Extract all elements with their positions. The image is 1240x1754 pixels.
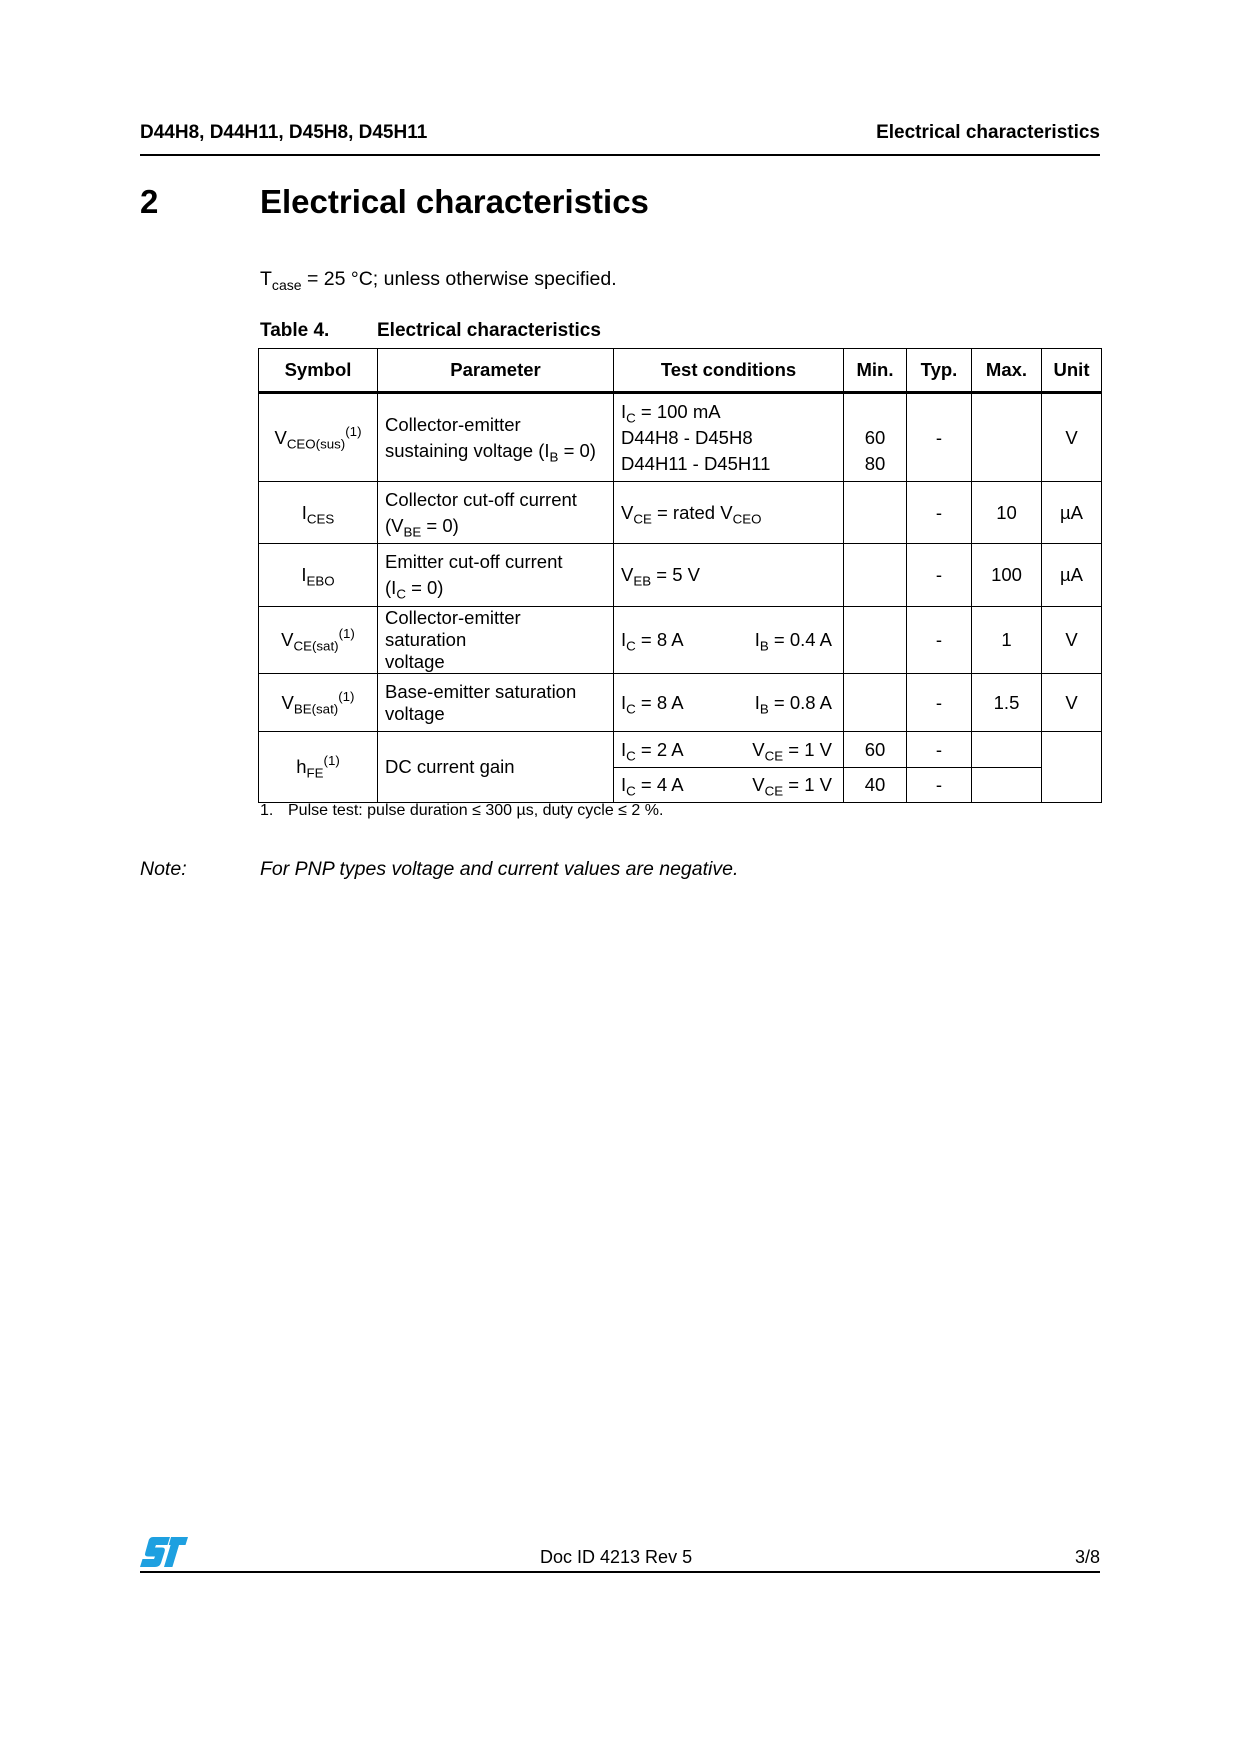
max-cell: 100 bbox=[972, 544, 1042, 607]
test-conditions-cell: $V_{CE}$ = rated $V_{CEO}$ bbox=[614, 482, 844, 544]
note-text: For PNP types voltage and current values are negative. bbox=[260, 858, 739, 880]
col-header-max: Max. bbox=[972, 349, 1042, 393]
typ-cell: - bbox=[907, 732, 972, 768]
typ-cell: - bbox=[907, 544, 972, 607]
typ-cell: - bbox=[907, 607, 972, 674]
min-cell bbox=[844, 674, 907, 732]
max-cell bbox=[972, 393, 1042, 482]
parameter-cell: Emitter cut-off current $(I_C = 0)$ bbox=[378, 544, 614, 607]
test-conditions-cell: $I_C = 4$ A $V_{CE} = 1$ V bbox=[614, 768, 844, 803]
min-cell: 60 80 bbox=[844, 393, 907, 482]
typ-cell: - bbox=[907, 768, 972, 803]
test-conditions-cell: $I_C = 8$ A $I_B = 0.8$ A bbox=[614, 674, 844, 732]
doc-id: Doc ID 4213 Rev 5 bbox=[540, 1547, 693, 1567]
parameter-cell: DC current gain bbox=[378, 732, 614, 803]
test-conditions-cell: $V_{EB} = 5$ V bbox=[614, 544, 844, 607]
unit-cell bbox=[1042, 732, 1102, 803]
col-header-typ: Typ. bbox=[907, 349, 972, 393]
parameter-cell: Base-emitter saturation voltage bbox=[378, 674, 614, 732]
max-cell: 1 bbox=[972, 607, 1042, 674]
test-conditions-cell: $I_C = 8$ A $I_B = 0.4$ A bbox=[614, 607, 844, 674]
min-cell bbox=[844, 544, 907, 607]
max-cell: 1.5 bbox=[972, 674, 1042, 732]
col-header-parameter: Parameter bbox=[378, 349, 614, 393]
symbol-cell: $h_{FE}^{(1)}$ bbox=[259, 732, 378, 803]
max-cell bbox=[972, 768, 1042, 803]
min-cell: 60 bbox=[844, 732, 907, 768]
parameter-cell: Collector cut-off current $(V_{BE} = 0)$ bbox=[378, 482, 614, 544]
electrical-characteristics-table bbox=[258, 348, 1102, 803]
table-header-row bbox=[259, 349, 1102, 393]
table-caption-title: Electrical characteristics bbox=[377, 320, 601, 341]
symbol-cell: $V_{BE(sat)}^{(1)}$ bbox=[259, 674, 378, 732]
section-title: Electrical characteristics bbox=[260, 183, 649, 220]
page-number: 3/8 bbox=[1074, 1547, 1100, 1567]
footer-rule bbox=[140, 1571, 1100, 1573]
section-number: 2 bbox=[140, 183, 159, 220]
symbol-cell: $V_{CE(sat)}^{(1)}$ bbox=[259, 607, 378, 674]
table-row bbox=[259, 544, 1102, 607]
min-cell: 40 bbox=[844, 768, 907, 803]
table-row bbox=[259, 607, 1102, 674]
table-row bbox=[259, 674, 1102, 732]
test-conditions-cell: $I_C = 100$ mA D44H8 - D45H8 D44H11 - D45H11 bbox=[614, 393, 844, 482]
unit-cell: V bbox=[1042, 674, 1102, 732]
symbol-cell: $V_{CEO(sus)}^{(1)}$ bbox=[259, 393, 378, 482]
table-caption-label: Table 4. bbox=[260, 320, 330, 341]
symbol-cell: $I_{EBO}$ bbox=[259, 544, 378, 607]
min-cell bbox=[844, 482, 907, 544]
unit-cell: V bbox=[1042, 393, 1102, 482]
col-header-test-conditions: Test conditions bbox=[614, 349, 844, 393]
note-label: Note: bbox=[140, 858, 187, 880]
running-header-section: Electrical characteristics bbox=[876, 122, 1100, 143]
col-header-symbol: Symbol bbox=[259, 349, 378, 393]
unit-cell: µA bbox=[1042, 482, 1102, 544]
table-row bbox=[259, 732, 1102, 768]
test-conditions-cell: $I_C = 2$ A $V_{CE} = 1$ V bbox=[614, 732, 844, 768]
st-logo-icon bbox=[140, 1536, 188, 1568]
typ-cell: - bbox=[907, 482, 972, 544]
max-cell: 10 bbox=[972, 482, 1042, 544]
min-cell bbox=[844, 607, 907, 674]
unit-cell: µA bbox=[1042, 544, 1102, 607]
col-header-unit: Unit bbox=[1042, 349, 1102, 393]
typ-cell: - bbox=[907, 393, 972, 482]
unit-cell: V bbox=[1042, 607, 1102, 674]
table-row bbox=[259, 482, 1102, 544]
symbol-cell: $I_{CES}$ bbox=[259, 482, 378, 544]
table-row bbox=[259, 393, 1102, 482]
max-cell bbox=[972, 732, 1042, 768]
typ-cell: - bbox=[907, 674, 972, 732]
header-rule bbox=[140, 154, 1100, 156]
col-header-min: Min. bbox=[844, 349, 907, 393]
running-header-title: D44H8, D44H11, D45H8, D45H11 bbox=[140, 122, 428, 143]
table-footnote: 1. Pulse test: pulse duration ≤ 300 µs, duty cycle ≤ 2 %. bbox=[260, 802, 664, 819]
test-condition-text: $T_{case} = 25$ °C; unless otherwise specified. bbox=[260, 268, 617, 293]
parameter-cell: Collector-emitter saturation voltage bbox=[378, 607, 614, 674]
parameter-cell: Collector-emitter sustaining voltage $(I_B = 0)$ bbox=[378, 393, 614, 482]
